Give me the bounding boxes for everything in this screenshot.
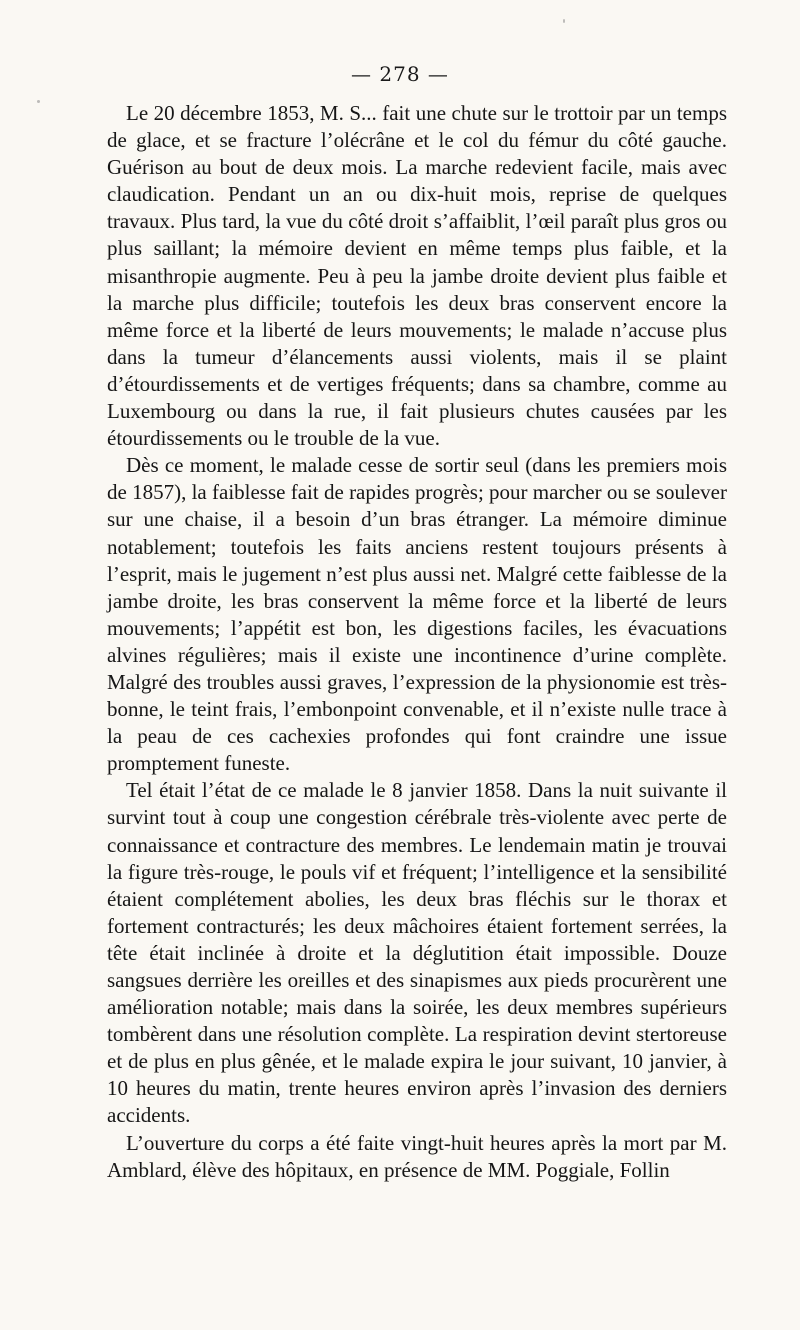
page-number-header: — 278 — xyxy=(351,62,449,86)
paragraph-1: Le 20 décembre 1853, M. S... fait une chute sur le trottoir par un temps de glace, et se fracture l’olécrâne et le col du fémur du côté gauche. Guérison au bout de deux mois. La marche redevient facile, mais avec claudication. Pendant un an ou dix-huit mois, reprise de quelques travaux. Plus tard, la vue du côté droit s’affaiblit, l’œil paraît plus gros ou plus saillant; la mémoire devient en même temps plus faible, et la misanthropie augmente. Peu à peu la jambe droite devient plus faible et la marche plus difficile; toutefois les deux bras conservent encore la même force et la liberté de leurs mouvements; le malade n’accuse plus dans la tumeur d’élancements aussi violents, mais il se plaint d’étourdissements et de vertiges fréquents; dans sa chambre, comme au Luxembourg ou dans la rue, il fait plusieurs chutes causées par les étourdissements ou le trouble de la vue. xyxy=(107,101,727,451)
paragraph-3: Tel était l’état de ce malade le 8 janvier 1858. Dans la nuit suivante il survint tout à coup une congestion cérébrale très-violente avec perte de connaissance et contracture des membres. Le lendemain matin je trouvai la figure très-rouge, le pouls vif et fréquent; l’intelligence et la sensibilité étaient complétement abolies, les deux bras fléchis sur le thorax et fortement contracturés; les deux mâchoires étaient fortement serrées, la tête était inclinée à droite et la déglutition était impossible. Douze sangsues derrière les oreilles et des sinapismes aux pieds procurèrent une amélioration notable; mais dans la soirée, les deux membres supérieurs tombèrent dans une résolution complète. La respiration devint stertoreuse et de plus en plus gênée, et le malade expira le jour suivant, 10 janvier, à 10 heures du matin, trente heures environ après l’invasion des derniers accidents. xyxy=(107,778,727,1128)
scan-speck xyxy=(563,19,565,23)
paragraph-4: L’ouverture du corps a été faite vingt-huit heures après la mort par M. Amblard, élève des hôpitaux, en présence de MM. Poggiale, Follin xyxy=(107,1130,727,1182)
paragraph-2: Dès ce moment, le malade cesse de sortir seul (dans les premiers mois de 1857), la faiblesse fait de rapides progrès; pour marcher ou se soulever sur une chaise, il a besoin d’un bras étranger. La mémoire diminue notablement; toutefois les faits anciens restent toujours présents à l’esprit, mais le jugement n’est plus aussi net. Malgré cette faiblesse de la jambe droite, les bras conservent la même force et la liberté de leurs mouvements; l’appétit est bon, les digestions faciles, les évacuations alvines régulières; mais il existe une incontinence d’urine complète. Malgré des troubles aussi graves, l’expression de la physionomie est très-bonne, le teint frais, l’embonpoint convenable, et il n’existe nulle trace à la peau de ces cachexies profondes qui font craindre une issue promptement funeste. xyxy=(107,453,727,776)
scan-speck xyxy=(37,100,40,103)
body-text xyxy=(107,100,727,1184)
